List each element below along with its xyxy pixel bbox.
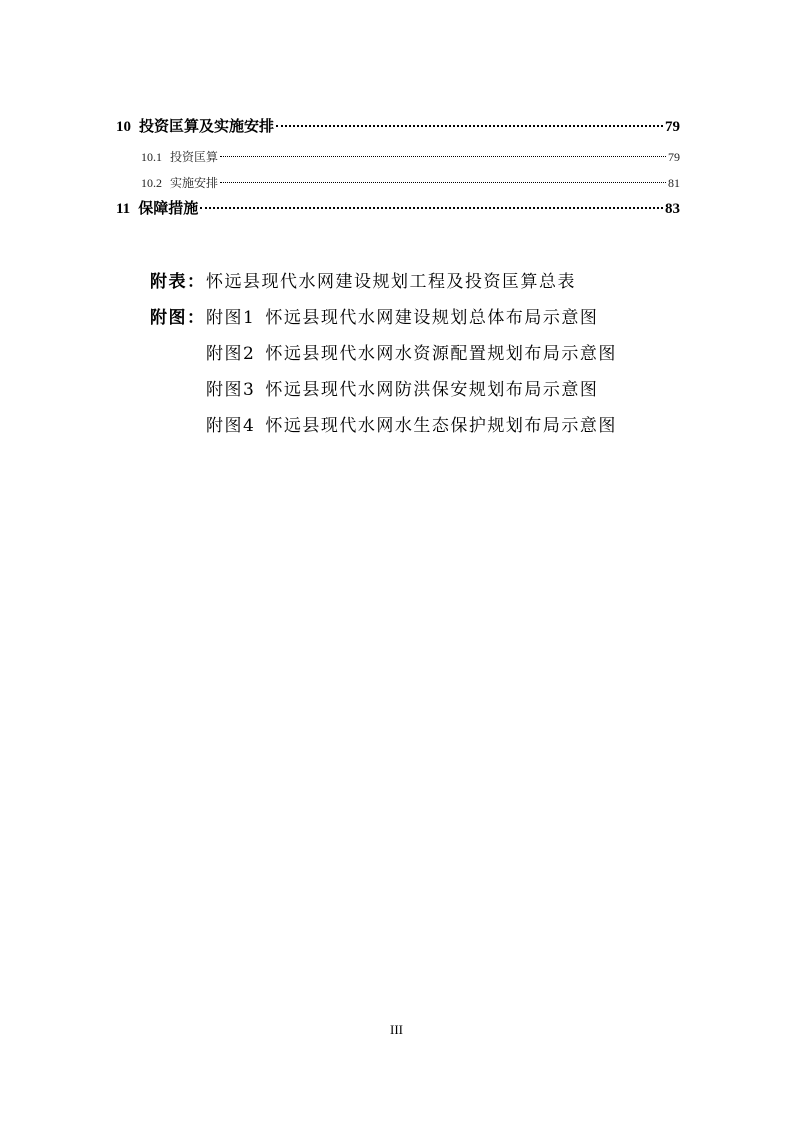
toc-entry-number: 11	[116, 201, 131, 217]
toc-dot-leader	[200, 207, 663, 209]
appendix-figure-row	[150, 408, 690, 444]
toc-entry[interactable]	[116, 114, 680, 138]
toc-entry-page: 83	[665, 201, 680, 217]
toc-entry-page: 81	[668, 176, 680, 190]
toc-entry-number: 10	[116, 119, 131, 135]
appendix-figure-title: 怀远县现代水网水生态保护规划布局示意图	[265, 416, 617, 436]
appendix-figure-title: 怀远县现代水网建设规划总体布局示意图	[265, 308, 599, 328]
appendix-table-label: 附表：	[150, 272, 206, 292]
toc-entry-title: 投资匡算及实施安排	[139, 117, 275, 135]
appendix-table-row	[150, 264, 690, 300]
appendix-figure-title: 怀远县现代水网水资源配置规划布局示意图	[265, 344, 617, 364]
appendix-figure-title: 怀远县现代水网防洪保安规划布局示意图	[265, 380, 599, 400]
appendix-figure-row	[150, 300, 690, 336]
appendix-indent	[150, 408, 206, 444]
toc-dot-leader	[220, 182, 666, 183]
toc-entry-title: 投资匡算	[170, 150, 219, 164]
appendix-figure-row	[150, 336, 690, 372]
appendix-figure-id: 附图1	[206, 308, 256, 328]
toc-entry-number: 10.2	[141, 176, 162, 190]
toc-dot-leader	[220, 156, 666, 157]
appendix-list	[150, 264, 690, 444]
toc-entry[interactable]	[116, 144, 680, 170]
appendix-figures-label: 附图：	[150, 308, 206, 328]
toc-entry-number: 10.1	[141, 150, 162, 164]
toc-entry[interactable]	[116, 170, 680, 196]
table-of-contents	[116, 114, 680, 220]
toc-entry-page: 79	[665, 119, 680, 135]
appendix-figure-row	[150, 372, 690, 408]
appendix-figure-id: 附图2	[206, 344, 256, 364]
appendix-figure-id: 附图4	[206, 416, 256, 436]
appendix-table-title: 怀远县现代水网建设规划工程及投资匡算总表	[206, 272, 576, 292]
toc-entry[interactable]	[116, 196, 680, 220]
toc-entry-title: 实施安排	[170, 176, 219, 190]
appendix-indent	[150, 372, 206, 408]
toc-dot-leader	[276, 125, 663, 127]
appendix-indent	[150, 336, 206, 372]
toc-entry-title: 保障措施	[138, 199, 199, 217]
appendix-figure-id: 附图3	[206, 380, 256, 400]
page-number: III	[390, 1022, 403, 1037]
toc-entry-page: 79	[668, 150, 680, 164]
